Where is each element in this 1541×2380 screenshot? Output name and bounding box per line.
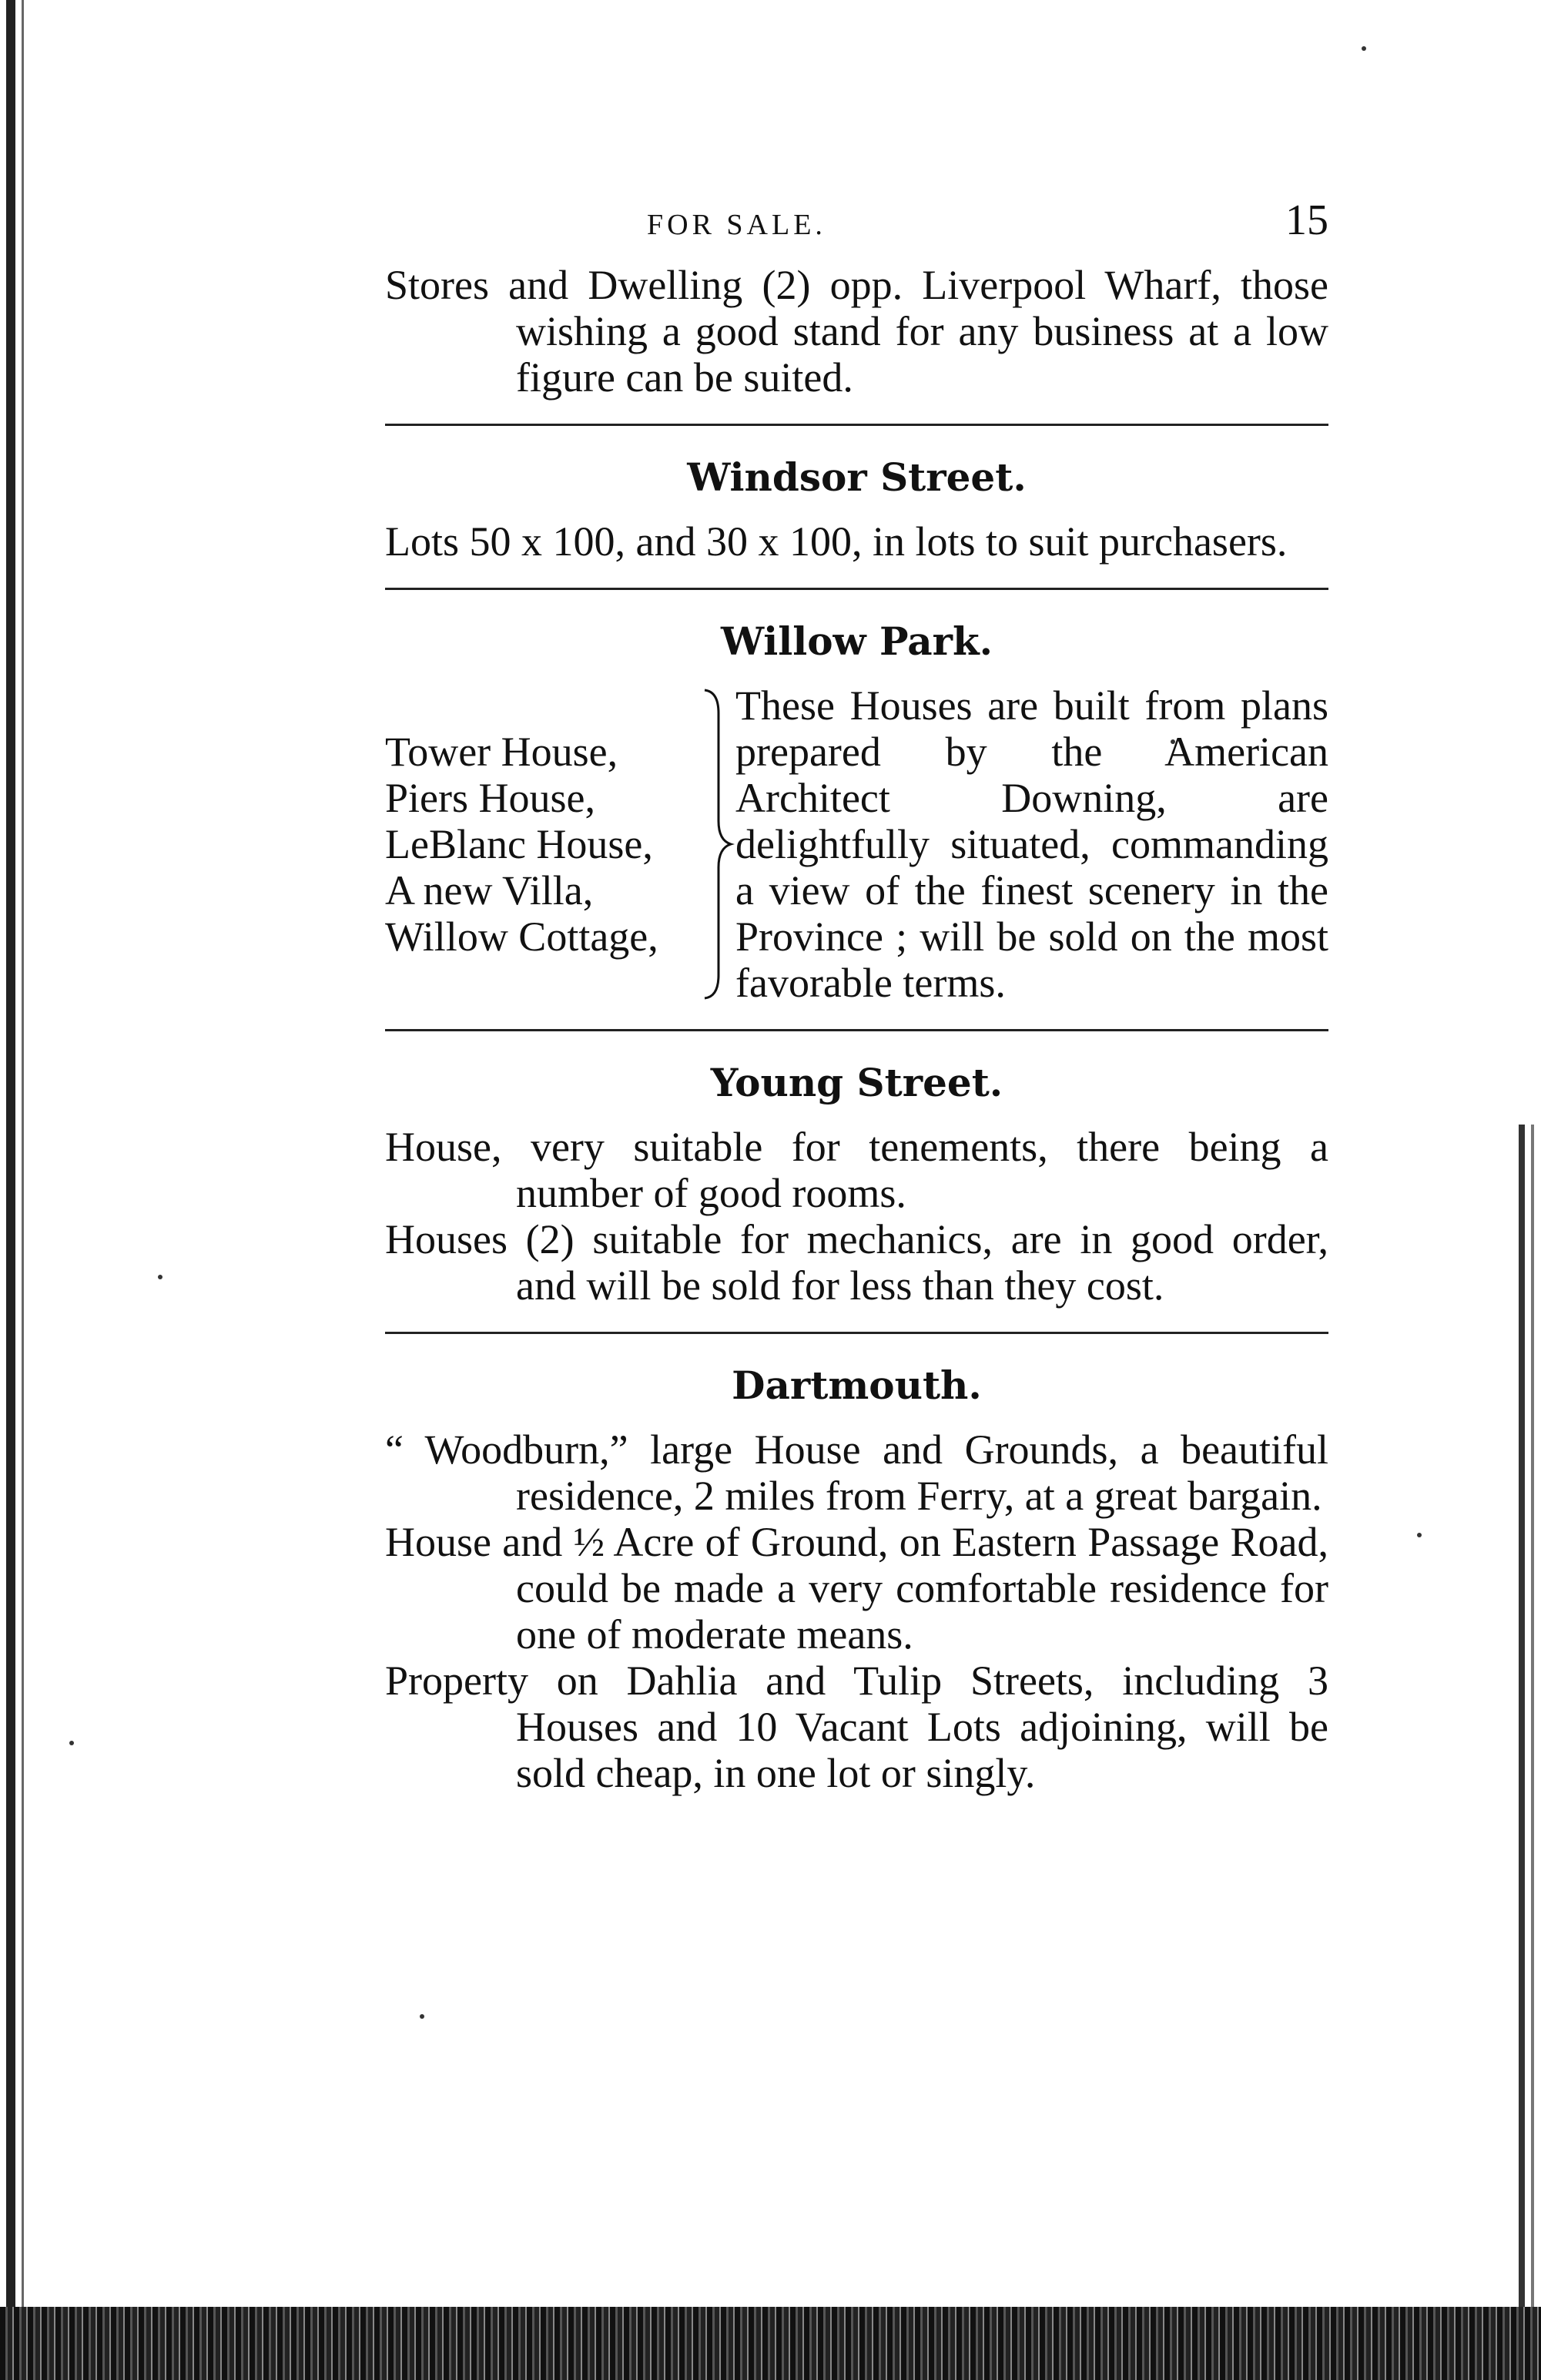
scan-speck [158,1275,162,1279]
section-heading: Young Street. [710,1060,1003,1105]
section-heading: Windsor Street. [687,454,1027,500]
section-divider [385,1029,1328,1031]
scan-right-edge-line [1531,1125,1534,2311]
book-page [385,193,1328,1796]
scan-speck [1362,46,1366,51]
section-heading: Willow Park. [720,618,993,664]
page-number: 15 [1285,196,1328,244]
section-windsor-street [385,451,1328,565]
listing-entry: “ Woodburn,” large House and Grounds, a beautiful residence, 2 miles from Ferry, at a great bargain. [385,1426,1328,1519]
willow-park-description: These Houses are built from plans prepared by the American Architect Downing, are delightfully situated, commanding a view of the finest scenery in the Province ; will be sold on the most favorable terms. [735,682,1328,1006]
listing-entry: House and ½ Acre of Ground, on Eastern Passage Road, could be made a very comfortable residence for one of moderate means. [385,1519,1328,1658]
scan-left-edge-line [22,0,24,2311]
section-divider [385,588,1328,590]
house-name: LeBlanc House, [385,821,653,867]
section-divider [385,1332,1328,1334]
section-heading: Dartmouth. [732,1363,982,1408]
listing-entry: Stores and Dwelling (2) opp. Liverpool Wharf, those wishing a good stand for any business at a low figure can be suited. [385,262,1328,401]
listing-entry: Houses (2) suitable for mechanics, are in good order, and will be sold for less than they cost. [385,1216,1328,1309]
house-name-list [385,682,697,1006]
scan-bottom-edge [0,2307,1541,2380]
bracketed-listing [385,682,1328,1006]
house-name: Willow Cottage, [385,913,658,960]
scan-speck [69,1741,74,1745]
section-stores [385,262,1328,401]
scan-speck [420,2014,424,2019]
running-header [385,193,1328,262]
listing-entry: House, very suitable for tenements, there being a number of good rooms. [385,1124,1328,1216]
house-name: Piers House, [385,775,595,821]
listing-entry: Property on Dahlia and Tulip Streets, including 3 Houses and 10 Vacant Lots adjoining, will be sold cheap, in one lot or singly. [385,1658,1328,1796]
house-name: A new Villa, [385,867,594,913]
house-name: Tower House, [385,729,618,775]
running-title: FOR SALE. [647,209,826,241]
scan-speck [1417,1533,1422,1537]
listing-entry: Lots 50 x 100, and 30 x 100, in lots to suit purchasers. [385,518,1288,565]
section-young-street [385,1056,1328,1309]
brace-icon [697,682,735,1006]
section-willow-park [385,615,1328,1006]
scan-right-edge [1519,1125,1525,2311]
scan-left-edge [6,0,15,2311]
section-divider [385,424,1328,426]
section-dartmouth [385,1359,1328,1796]
